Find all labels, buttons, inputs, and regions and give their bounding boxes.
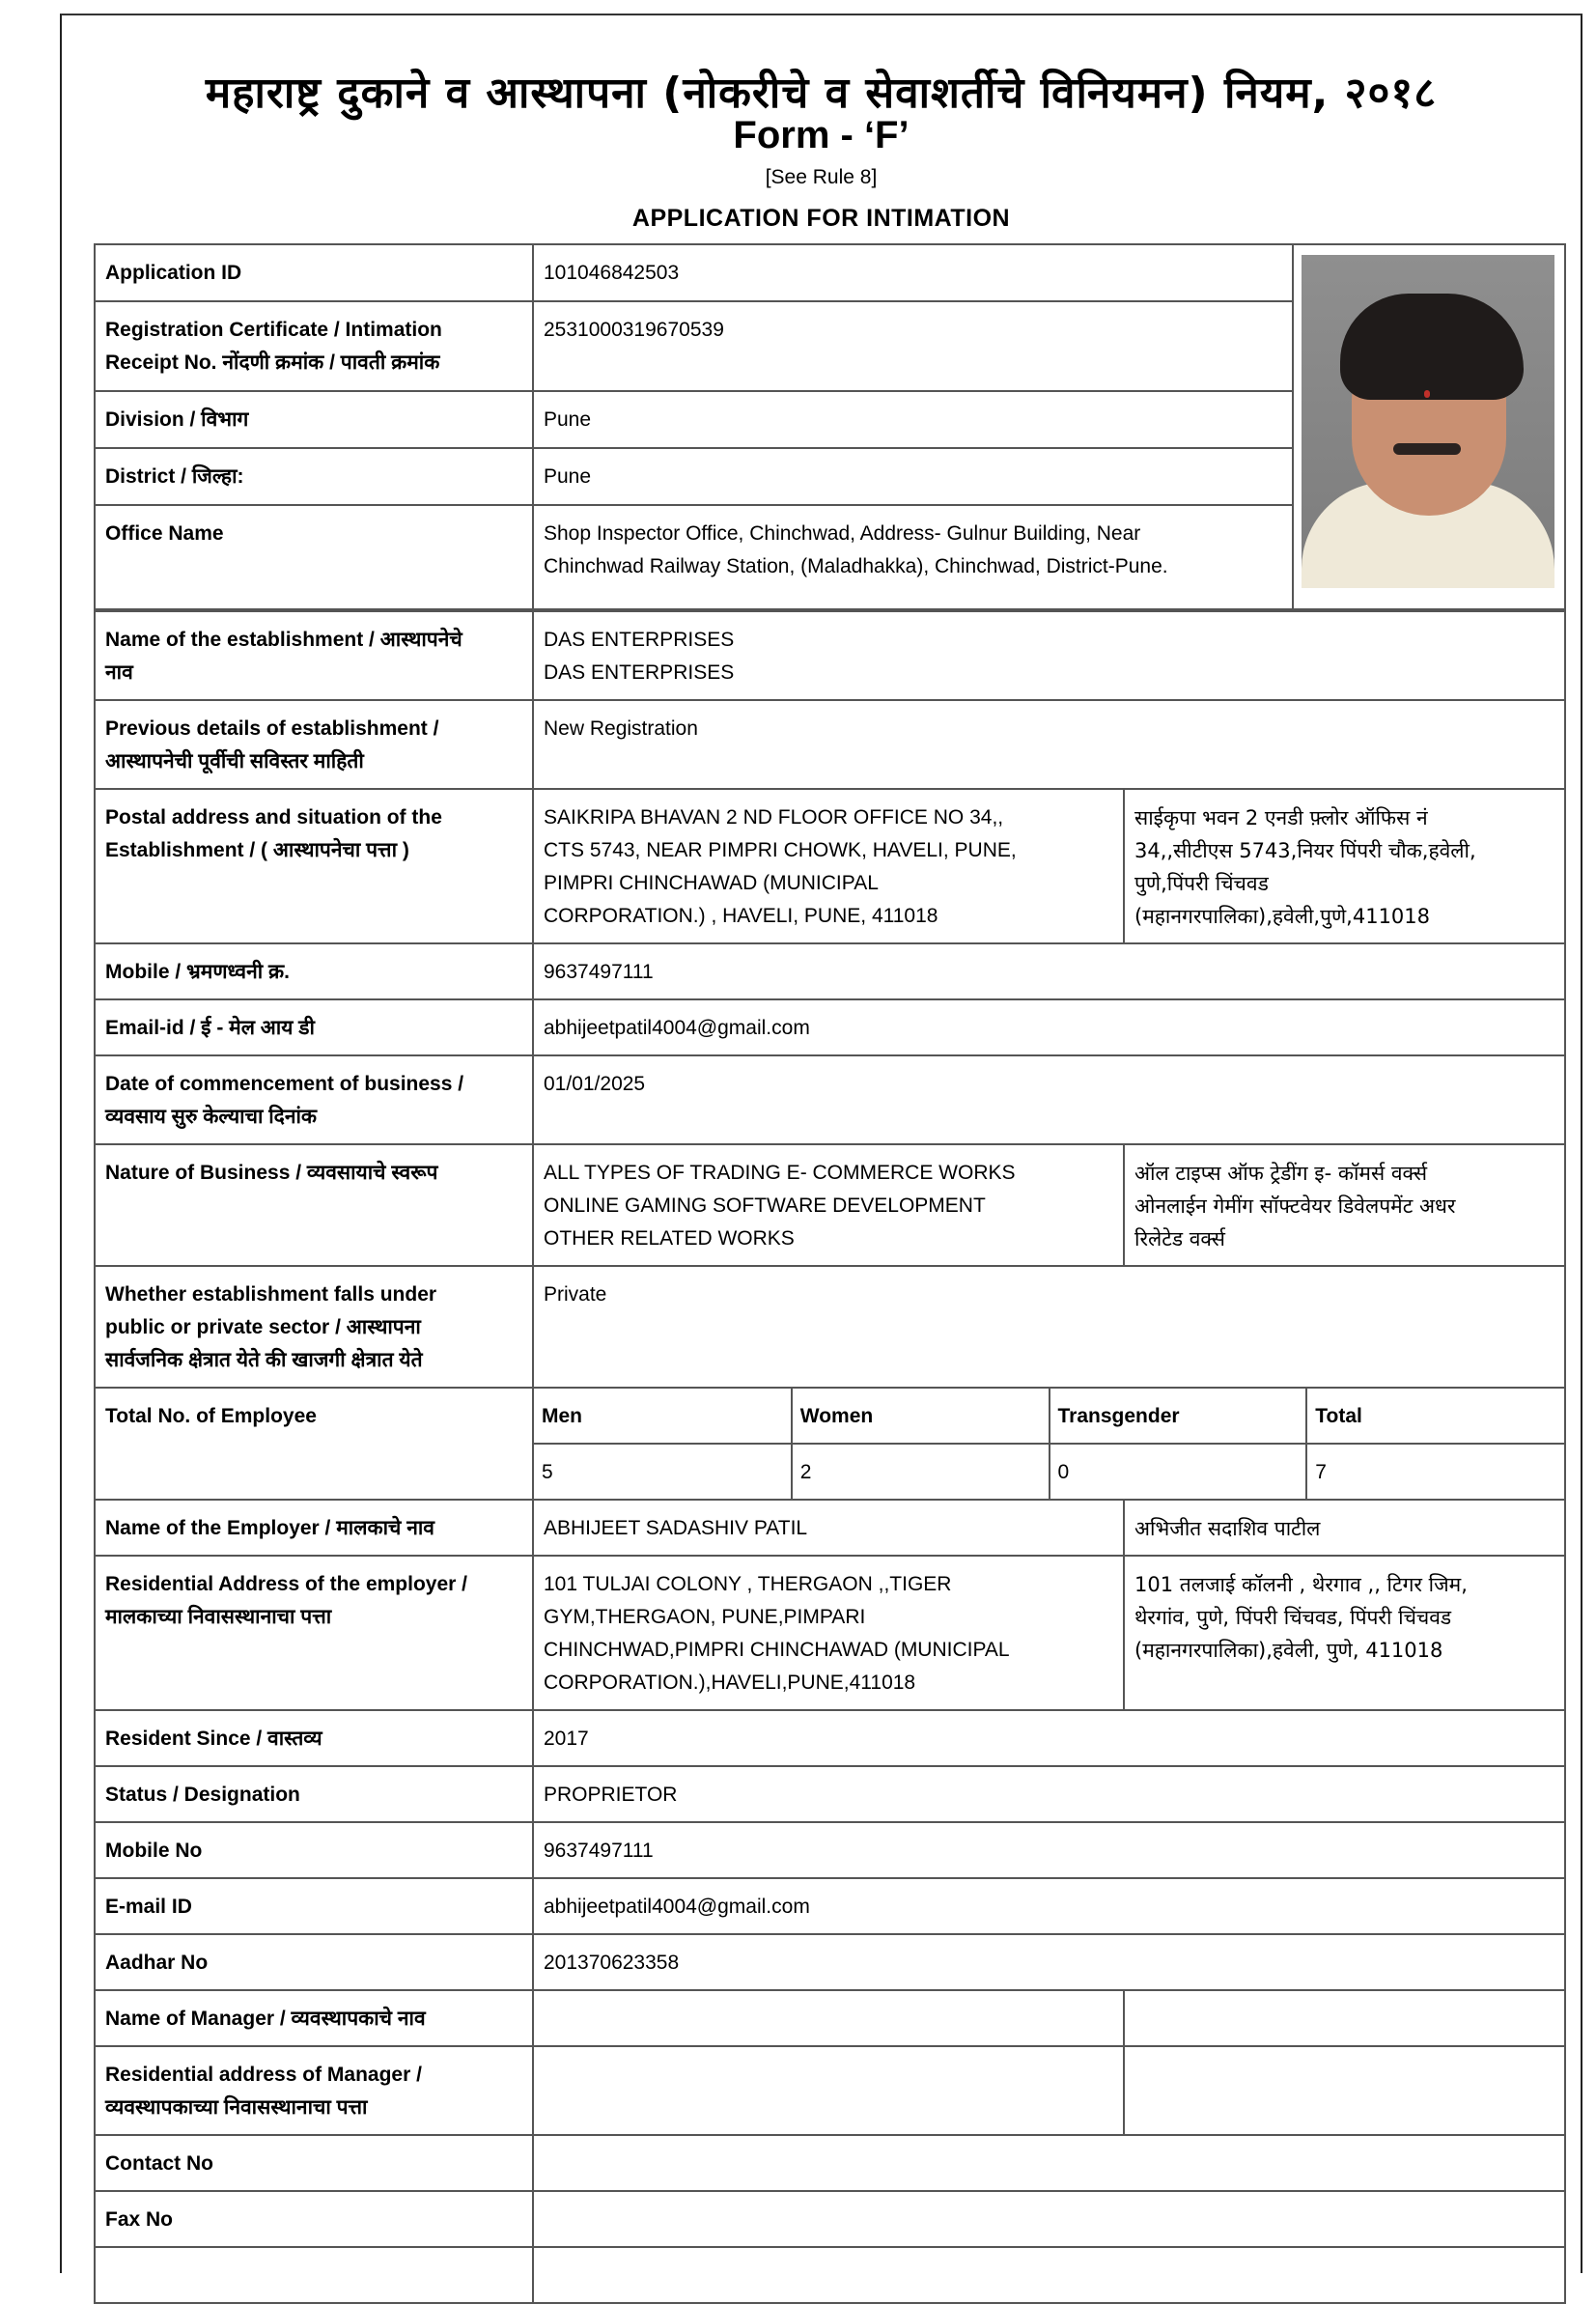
text-line: व्यवसाय सुरु केल्याचा दिनांक [105,1106,318,1128]
field-label [95,789,533,943]
nature-of-business-mr [1124,1144,1565,1266]
men-header: Men [542,1405,582,1427]
text-line: Contact No [105,2152,213,2175]
field-label [95,1878,533,1934]
text-line: Pune [544,408,592,432]
employer-address-mr [1124,1556,1565,1710]
text-line: DAS ENTERPRISES [544,629,735,651]
field-label [95,1055,533,1144]
field-label: Total No. of Employee [95,1388,533,1500]
text-line: 201370623358 [544,1952,680,1974]
text-line: PIMPRI CHINCHAWAD (MUNICIPAL [544,872,879,894]
rule-reference: [See Rule 8] [765,166,878,188]
employee-count-cell [533,1388,1565,1500]
text-line: थेरगांव, पुणे, पिंपरी चिंचवड, पिंपरी चिंचवड [1134,1606,1452,1629]
total-header: Total [1306,1389,1564,1444]
employer-name-mr [1124,1500,1565,1556]
table-row [95,1144,1565,1266]
text-line: (महानगरपालिका),हवेली,पुणे,411018 [1134,905,1431,928]
text-line: abhijeetpatil4004@gmail.com [544,1896,810,1918]
transgender-header: Transgender [1050,1389,1307,1444]
text-line: Registration Certificate / Intimation [105,318,442,341]
text-line: ऑल टाइप्स ऑफ ट्रेडींग इ- कॉमर्स वर्क्स [1134,1162,1428,1185]
text-line: 101046842503 [544,262,680,284]
field-label [95,301,533,391]
text-line: CORPORATION.) , HAVELI, PUNE, 411018 [544,905,938,927]
table-row [95,1388,1565,1500]
text-line: ABHIJEET SADASHIV PATIL [544,1517,808,1539]
text-line: Receipt No. नोंदणी क्रमांक / पावती क्रमांक [105,351,440,374]
nature-of-business-en [533,1144,1124,1266]
text-line: आस्थापनेची पूर्वीची सविस्तर माहिती [105,750,364,773]
table-row [95,700,1565,789]
office-name-value [533,505,1293,609]
text-line: 101 तलजाई कॉलनी , थेरगाव ,, टिगर जिम, [1134,1573,1468,1596]
text-line: Fax No [105,2208,174,2231]
table-row [95,1710,1565,1766]
table-row [95,1878,1565,1934]
form-label: Form - ‘F’ [733,114,910,156]
field-label [95,1500,533,1556]
table-row [95,1055,1565,1144]
text-line: 101 TULJAI COLONY , THERGAON ,,TIGER [544,1573,952,1595]
photo-cell [1293,244,1565,609]
text-line: साईकृपा भवन 2 एनडी फ़्लोर ऑफिस नं [1134,806,1428,829]
table-row [95,789,1565,943]
text-line: ONLINE GAMING SOFTWARE DEVELOPMENT [544,1194,986,1217]
field-value [533,2247,1565,2303]
application-id-value [533,244,1293,301]
table-row [95,244,1565,301]
text-line: (महानगरपालिका),हवेली, पुणे, 411018 [1134,1639,1443,1662]
text-line: 9637497111 [544,1840,654,1862]
text-line: Name of Manager / व्यवस्थापकाचे नाव [105,2008,426,2030]
text-line: व्यवस्थापकाच्या निवासस्थानाचा पत्ता [105,2096,368,2119]
transgender-count: 0 [1050,1444,1307,1499]
text-line: Name of the Employer / मालकाचे नाव [105,1517,434,1539]
field-label [95,1266,533,1388]
establishment-details-table [94,610,1566,2304]
mobile-value [533,943,1565,999]
text-line: Pune [544,465,592,489]
text-line: 34,,सीटीएस 5743,नियर पिंपरी चौक,हवेली, [1134,839,1476,862]
field-label [95,2135,533,2191]
text-line: Application ID [105,262,242,284]
text-line: New Registration [544,717,698,740]
field-label [95,1766,533,1822]
field-label [95,611,533,700]
postal-address-mr [1124,789,1565,943]
employer-address-en [533,1556,1124,1710]
applicant-info-table [94,243,1566,610]
contact-number-value [533,2135,1565,2191]
text-line: District / जिल्हा: [105,465,244,489]
text-line: SAIKRIPA BHAVAN 2 ND FLOOR OFFICE NO 34,, [544,806,1004,829]
establishment-name-value [533,611,1565,700]
division-value [533,391,1293,448]
text-line: Establishment / ( आस्थापनेचा पत्ता ) [105,839,409,861]
text-line: Postal address and situation of the [105,806,442,829]
text-line: रिलेटेड वर्क्स [1134,1227,1225,1250]
fax-number-value [533,2191,1565,2247]
text-line: CORPORATION.),HAVELI,PUNE,411018 [544,1672,916,1694]
text-line: E-mail ID [105,1896,192,1918]
text-line: DAS ENTERPRISES [544,661,735,684]
text-line: Whether establishment falls under [105,1283,437,1306]
text-line: 2017 [544,1728,589,1750]
text-line: नाव [105,661,133,684]
field-label [95,1556,533,1710]
table-row [95,2191,1565,2247]
text-line: PROPRIETOR [544,1784,678,1806]
table-row [95,1556,1565,1710]
text-line: Resident Since / वास्तव्य [105,1728,322,1750]
text-line: Chinchwad Railway Station, (Maladhakka), Chinchwad, District-Pune. [544,555,1168,578]
text-line: OTHER RELATED WORKS [544,1227,795,1250]
men-count: 5 [534,1444,792,1499]
commencement-date-value [533,1055,1565,1144]
table-row [95,943,1565,999]
manager-name-en [533,1990,1124,2046]
field-label [95,943,533,999]
text-line: 9637497111 [544,961,654,983]
field-label [95,700,533,789]
employer-email-value [533,1878,1565,1934]
text-line: Email-id / ई - मेल आय डी [105,1017,315,1039]
table-row [95,1990,1565,2046]
designation-value [533,1766,1565,1822]
sector-value [533,1266,1565,1388]
text-line: 01/01/2025 [544,1073,646,1095]
women-count: 2 [792,1444,1050,1499]
text-line: Shop Inspector Office, Chinchwad, Address- Gulnur Building, Near [544,522,1141,546]
field-label [95,2191,533,2247]
field-label [95,1144,533,1266]
text-line: Residential address of Manager / [105,2064,422,2086]
text-line: अभिजीत सदाशिव पाटील [1134,1517,1321,1540]
text-line: abhijeetpatil4004@gmail.com [544,1017,810,1039]
text-line: Date of commencement of business / [105,1073,464,1095]
field-label [95,999,533,1055]
total-count: 7 [1306,1444,1564,1499]
text-line: Mobile No [105,1840,203,1862]
text-line: CTS 5743, NEAR PIMPRI CHOWK, HAVELI, PUNE, [544,839,1017,861]
field-label [95,505,533,609]
field-label [95,2247,533,2303]
table-row [95,1266,1565,1388]
manager-address-en [533,2046,1124,2135]
text-line: ओनलाईन गेमींग सॉफ्टवेयर डिवेलपमेंट अधर [1134,1194,1456,1218]
text-line: GYM,THERGAON, PUNE,PIMPARI [544,1606,866,1628]
table-row [95,611,1565,700]
text-line: Private [544,1283,607,1306]
employee-count-table [534,1389,1564,1499]
aadhar-value [533,1934,1565,1990]
field-label [95,244,533,301]
text-line: public or private sector / आस्थापना [105,1316,421,1338]
form-title-marathi: महाराष्ट्र दुकाने व आस्थापना (नोकरीचे व सेवाशर्तीचे विनियमन) नियम, २०१८ [205,69,1438,118]
registration-number-value [533,301,1293,391]
table-row [95,1500,1565,1556]
text-line: ALL TYPES OF TRADING E- COMMERCE WORKS [544,1162,1016,1184]
resident-since-value [533,1710,1565,1766]
postal-address-en [533,789,1124,943]
manager-name-mr [1124,1990,1565,2046]
field-label [95,2046,533,2135]
table-row [95,1822,1565,1878]
employer-name-en [533,1500,1124,1556]
field-label [95,1934,533,1990]
district-value [533,448,1293,505]
field-label [95,1822,533,1878]
applicant-photo [1302,255,1554,588]
text-line: CHINCHWAD,PIMPRI CHINCHAWAD (MUNICIPAL [544,1639,1010,1661]
text-line: Nature of Business / व्यवसायाचे स्वरूप [105,1162,438,1184]
table-row [95,999,1565,1055]
text-line: Aadhar No [105,1952,209,1974]
field-label [95,448,533,505]
table-row [95,2046,1565,2135]
application-title: APPLICATION FOR INTIMATION [631,205,1011,232]
employer-mobile-value [533,1822,1565,1878]
text-line: Status / Designation [105,1784,300,1806]
text-line: Previous details of establishment / [105,717,439,740]
text-line: Name of the establishment / आस्थापनेचे [105,629,462,651]
text-line: Mobile / भ्रमणध्वनी क्र. [105,961,290,983]
text-line: 2531000319670539 [544,318,724,341]
field-label [95,1710,533,1766]
text-line: मालकाच्या निवासस्थानाचा पत्ता [105,1606,332,1628]
text-line: Residential Address of the employer / [105,1573,467,1595]
text-line: Office Name [105,522,224,546]
text-line: Division / विभाग [105,408,249,432]
previous-details-value [533,700,1565,789]
text-line: सार्वजनिक क्षेत्रात येते की खाजगी क्षेत्रात येते [105,1349,423,1371]
table-row [95,2247,1565,2303]
manager-address-mr [1124,2046,1565,2135]
table-row [95,2135,1565,2191]
field-label [95,1990,533,2046]
text-line: पुणे,पिंपरी चिंचवड [1134,872,1269,895]
email-value [533,999,1565,1055]
table-row [95,1934,1565,1990]
field-label [95,391,533,448]
women-header: Women [792,1389,1050,1444]
table-row [95,1766,1565,1822]
